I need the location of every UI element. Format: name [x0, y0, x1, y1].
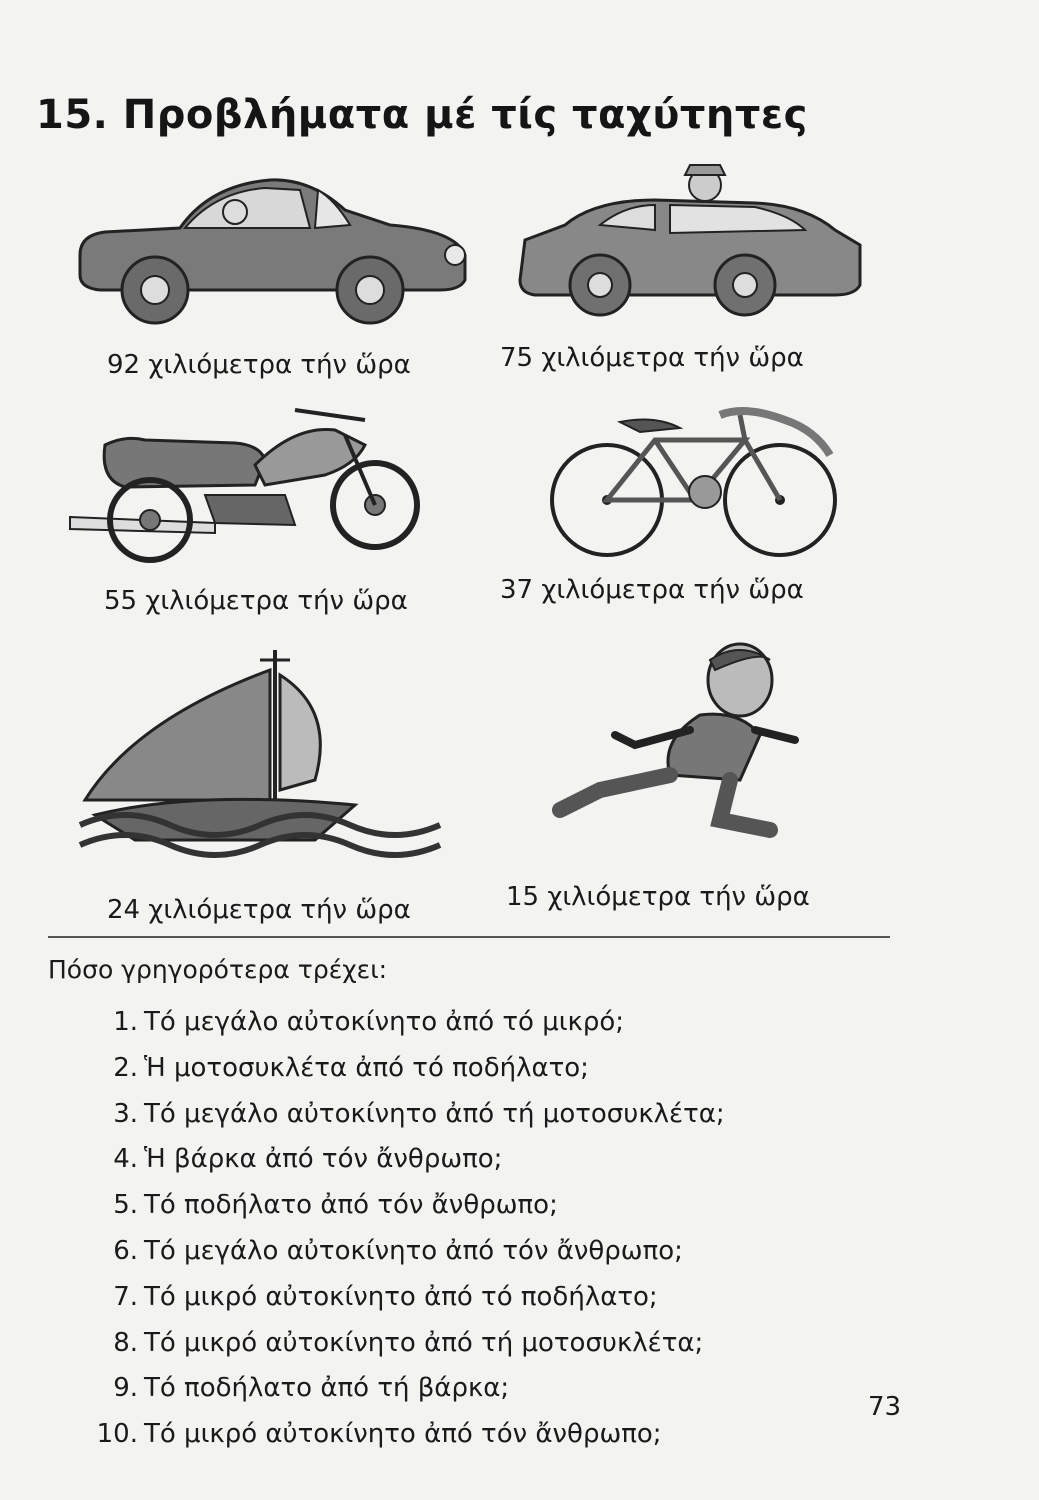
sailboat-illustration: [75, 640, 465, 870]
list-item: 1. Τό μεγάλο αὐτοκίνητο ἀπό τό μικρό;: [113, 1007, 625, 1037]
section-divider: [48, 936, 890, 938]
sailboat-speed: 24 χιλιόμετρα τήν ὥρα: [107, 895, 411, 925]
question-prompt: Πόσο γρηγορότερα τρέχει:: [48, 955, 388, 984]
question-list: [92, 1000, 725, 1458]
list-item: 3. Τό μεγάλο αὐτοκίνητο ἀπό τή μοτοσυκλέτα;: [113, 1098, 725, 1129]
bicycle-speed: 37 χιλιόμετρα τήν ὥρα: [500, 575, 804, 605]
bicycle-illustration: [545, 400, 845, 565]
list-item: 6. Τό μεγάλο αὐτοκίνητο ἀπό τόν ἄνθρωπο;: [113, 1235, 683, 1266]
big-car-speed: 92 χιλιόμετρα τήν ὥρα: [107, 350, 411, 380]
list-item: 9. Τό ποδήλατο ἀπό τή βάρκα;: [113, 1373, 510, 1404]
small-car-speed: 75 χιλιόμετρα τήν ὥρα: [500, 343, 804, 373]
page-number: 73: [868, 1392, 902, 1422]
page-title: 15. Προβλήματα μέ τίς ταχύτητες: [36, 92, 808, 138]
list-item: 7. Τό μικρό αὐτοκίνητο ἀπό τό ποδήλατο;: [113, 1281, 658, 1312]
list-item: 5. Τό ποδήλατο ἀπό τόν ἄνθρωπο;: [113, 1190, 558, 1221]
small-car-illustration: [505, 145, 875, 320]
list-item: 10. Τό μικρό αὐτοκίνητο ἀπό τόν ἄνθρωπο;: [96, 1419, 662, 1450]
list-item: 2. Ἡ μοτοσυκλέτα ἀπό τό ποδήλατο;: [113, 1052, 589, 1083]
runner-speed: 15 χιλιόμετρα τήν ὥρα: [506, 882, 810, 912]
motorcycle-illustration: [65, 405, 465, 575]
runner-illustration: [540, 640, 810, 850]
list-item: 4. Ἡ βάρκα ἀπό τόν ἄνθρωπο;: [113, 1144, 503, 1175]
list-item: 8. Τό μικρό αὐτοκίνητο ἀπό τή μοτοσυκλέτα;: [113, 1327, 704, 1358]
big-car-illustration: [60, 150, 480, 325]
motorcycle-speed: 55 χιλιόμετρα τήν ὥρα: [104, 586, 408, 616]
